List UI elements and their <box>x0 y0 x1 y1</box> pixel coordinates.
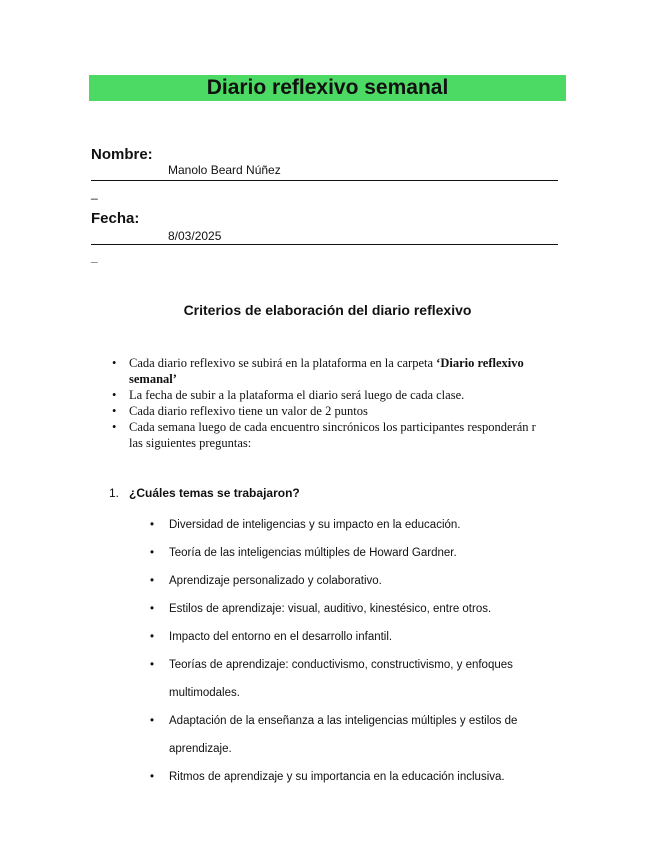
name-trailing-mark: _ <box>91 186 98 200</box>
bullet-icon: • <box>150 715 155 727</box>
folder-name: ‘Diario reflexivo semanal’ <box>129 356 524 386</box>
date-value: 8/03/2025 <box>168 229 222 243</box>
topic-text: Teoría de las inteligencias múltiples de Howard Gardner. <box>169 547 457 559</box>
date-underline <box>91 244 558 245</box>
bullet-icon: • <box>150 771 155 783</box>
question-number: 1. <box>109 486 120 500</box>
bullet-icon: • <box>150 631 155 643</box>
date-trailing-mark: _ <box>91 250 98 264</box>
topic-item <box>150 651 570 707</box>
criteria-item <box>112 403 552 419</box>
criteria-item-text: Cada semana luego de cada encuentro sincrónicos los participantes responderán r las siguientes preguntas: <box>129 420 536 450</box>
criteria-item <box>112 419 552 451</box>
bullet-icon: • <box>112 404 117 418</box>
criteria-item-text: La fecha de subir a la plataforma el diario será luego de cada clase. <box>129 388 465 402</box>
topic-item <box>150 763 570 791</box>
name-label: Nombre: <box>91 146 153 163</box>
bullet-icon: • <box>150 575 155 587</box>
criteria-item-text: Cada diario reflexivo se subirá en la plataforma en la carpeta <box>129 356 437 370</box>
topic-item <box>150 595 570 623</box>
bullet-icon: • <box>150 547 155 559</box>
topic-item <box>150 511 570 539</box>
topic-text: Estilos de aprendizaje: visual, auditivo, kinestésico, entre otros. <box>169 603 492 615</box>
question-1 <box>109 486 300 500</box>
bullet-icon: • <box>150 603 155 615</box>
topic-text: Impacto del entorno en el desarrollo infantil. <box>169 631 393 643</box>
bullet-icon: • <box>150 659 155 671</box>
criteria-item <box>112 355 552 387</box>
document-title: Diario reflexivo semanal <box>89 75 566 101</box>
bullet-icon: • <box>112 356 117 370</box>
criteria-list <box>112 355 552 451</box>
topic-item <box>150 567 570 595</box>
bullet-icon: • <box>112 388 117 402</box>
topic-text: Ritmos de aprendizaje y su importancia en la educación inclusiva. <box>169 771 505 783</box>
name-underline <box>91 180 558 181</box>
criteria-title: Criterios de elaboración del diario reflexivo <box>183 302 472 318</box>
topic-item <box>150 539 570 567</box>
topic-item <box>150 623 570 651</box>
question-text: ¿Cuáles temas se trabajaron? <box>129 486 300 500</box>
criteria-item-text: Cada diario reflexivo tiene un valor de 2 puntos <box>129 404 368 418</box>
bullet-icon: • <box>150 519 155 531</box>
date-label: Fecha: <box>91 210 140 227</box>
criteria-item <box>112 387 552 403</box>
topic-text: Aprendizaje personalizado y colaborativo. <box>169 575 382 587</box>
topic-item <box>150 707 570 763</box>
topic-text: Diversidad de inteligencias y su impacto en la educación. <box>169 519 461 531</box>
topic-text: Adaptación de la enseñanza a las inteligencias múltiples y estilos de aprendizaje. <box>169 715 518 755</box>
name-value: Manolo Beard Núñez <box>168 163 281 177</box>
topic-text: Teorías de aprendizaje: conductivismo, constructivismo, y enfoques multimodales. <box>169 659 513 699</box>
bullet-icon: • <box>112 420 117 434</box>
topics-list <box>150 511 570 791</box>
